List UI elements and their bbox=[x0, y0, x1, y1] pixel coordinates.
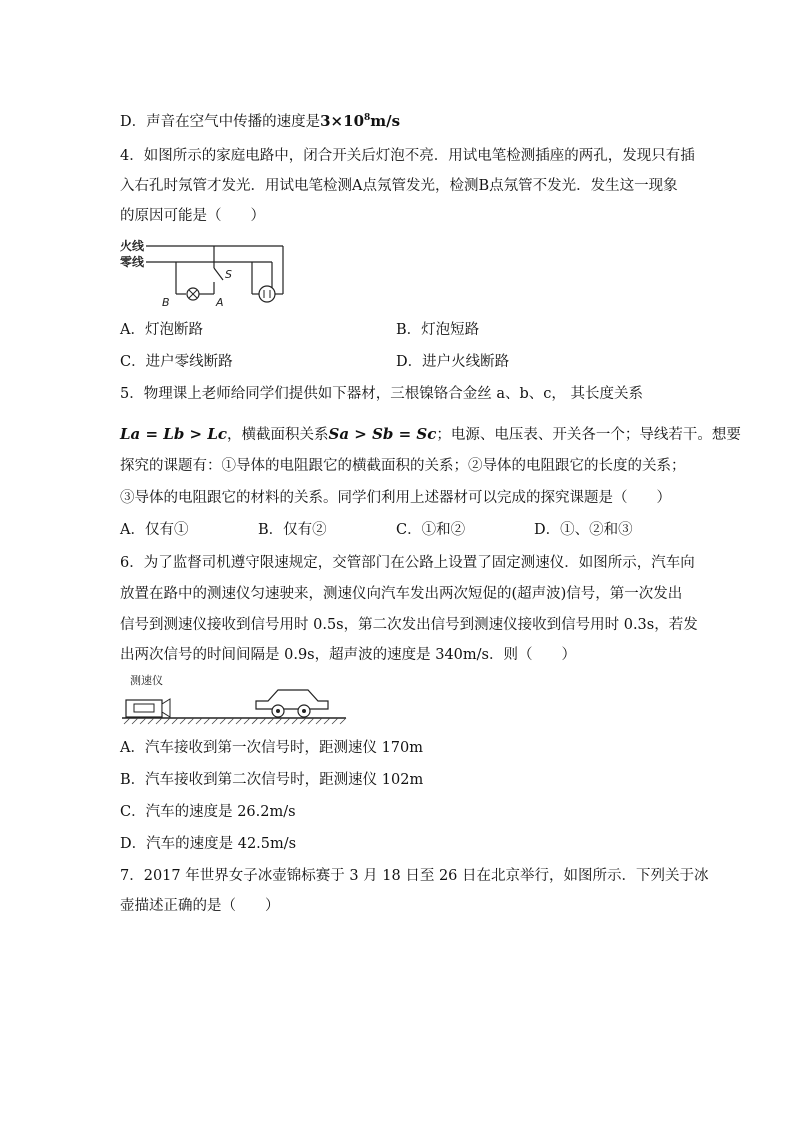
q5-stem-line-1: 5．物理课上老师给同学们提供如下器材，三根镍铬合金丝 a、b、c， 其长度关系 bbox=[120, 386, 643, 402]
q5-stem-line-3: 探究的课题有：①导体的电阻跟它的横截面积的关系；②导体的电阻跟它的长度的关系； bbox=[120, 458, 686, 474]
q7-stem-line-1: 7．2017 年世界女子冰壶锦标赛于 3 月 18 日至 26 日在北京举行，如图所示．下列关于冰 bbox=[120, 868, 709, 884]
switch-label: S bbox=[225, 268, 232, 281]
neutral-line-label: 零线 bbox=[120, 255, 145, 269]
q5-option-b: B．仅有② bbox=[258, 522, 327, 538]
q5-option-d: D．①、②和③ bbox=[534, 522, 633, 538]
socket-icon bbox=[259, 286, 275, 302]
q5-mid-text: ，横截面积关系 bbox=[227, 427, 329, 443]
q6-stem-line-3: 信号到测速仪接收到信号用时 0.5s，第二次发出信号到测速仪接收到信号用时 0.3s，若发 bbox=[120, 617, 698, 633]
q6-stem-line-2: 放置在路中的测速仪匀速驶来，测速仪向汽车发出两次短促的(超声波)信号，第一次发出 bbox=[120, 586, 683, 602]
q5-option-c: C．①和② bbox=[396, 522, 466, 538]
q4-option-a: A．灯泡断路 bbox=[120, 322, 203, 338]
q6-stem-line-1: 6．为了监督司机遵守限速规定，交管部门在公路上设置了固定测速仪．如图所示，汽车向 bbox=[120, 555, 695, 571]
switch-icon bbox=[214, 268, 223, 280]
q4-option-c: C．进户零线断路 bbox=[120, 354, 233, 370]
q6-speed-detector-figure bbox=[120, 672, 350, 728]
q4-option-b: B．灯泡短路 bbox=[396, 322, 480, 338]
q4-circuit-figure bbox=[120, 234, 290, 310]
q6-stem-line-4: 出两次信号的时间间隔是 0.9s，超声波的速度是 340m/s．则（ ） bbox=[120, 647, 576, 663]
q6-option-c: C．汽车的速度是 26.2m/s bbox=[120, 804, 296, 820]
fire-line-label: 火线 bbox=[120, 239, 145, 253]
point-a-label: A bbox=[216, 296, 224, 309]
q4-stem-line-3: 的原因可能是（ ） bbox=[120, 208, 265, 224]
formula-base: 3×10 bbox=[320, 112, 365, 130]
q3-option-d-formula bbox=[320, 112, 400, 130]
q4-option-d: D．进户火线断路 bbox=[396, 354, 510, 370]
q4-stem-line-2: 入右孔时氖管才发光．用试电笔检测A点氖管发光，检测B点氖管不发光．发生这一现象 bbox=[120, 178, 678, 194]
formula-unit: m/s bbox=[370, 112, 401, 130]
formula-exponent: 8 bbox=[364, 113, 371, 123]
q5-length-formula: La = Lb > Lc bbox=[120, 425, 228, 443]
q6-option-a: A．汽车接收到第一次信号时，距测速仪 170m bbox=[120, 740, 424, 756]
speed-detector-label: 测速仪 bbox=[130, 674, 163, 687]
point-b-label: B bbox=[162, 296, 170, 309]
speed-detector-icon bbox=[126, 699, 170, 717]
lamp-icon bbox=[187, 288, 199, 300]
q4-stem-line-1: 4．如图所示的家庭电路中，闭合开关后灯泡不亮．用试电笔检测插座的两孔，发现只有插 bbox=[120, 148, 695, 164]
q5-area-formula: Sa > Sb = Sc bbox=[328, 425, 437, 443]
q7-stem-line-2: 壶描述正确的是（ ） bbox=[120, 898, 280, 914]
q5-stem-line-4: ③导体的电阻跟它的材料的关系。同学们利用上述器材可以完成的探究课题是（ ） bbox=[120, 490, 671, 506]
q5-stem-line-2 bbox=[120, 424, 741, 445]
q5-option-a: A．仅有① bbox=[120, 522, 189, 538]
car-icon bbox=[256, 690, 328, 717]
q3-option-d bbox=[120, 108, 400, 132]
q6-option-b: B．汽车接收到第二次信号时，距测速仪 102m bbox=[120, 772, 424, 788]
q5-line2-tail: ；电源、电压表、开关各一个；导线若干。想要 bbox=[436, 427, 741, 443]
q6-option-d: D．汽车的速度是 42.5m/s bbox=[120, 836, 297, 852]
q3-option-d-text: D．声音在空气中传播的速度是 bbox=[120, 114, 321, 130]
road-hatching bbox=[124, 718, 346, 724]
